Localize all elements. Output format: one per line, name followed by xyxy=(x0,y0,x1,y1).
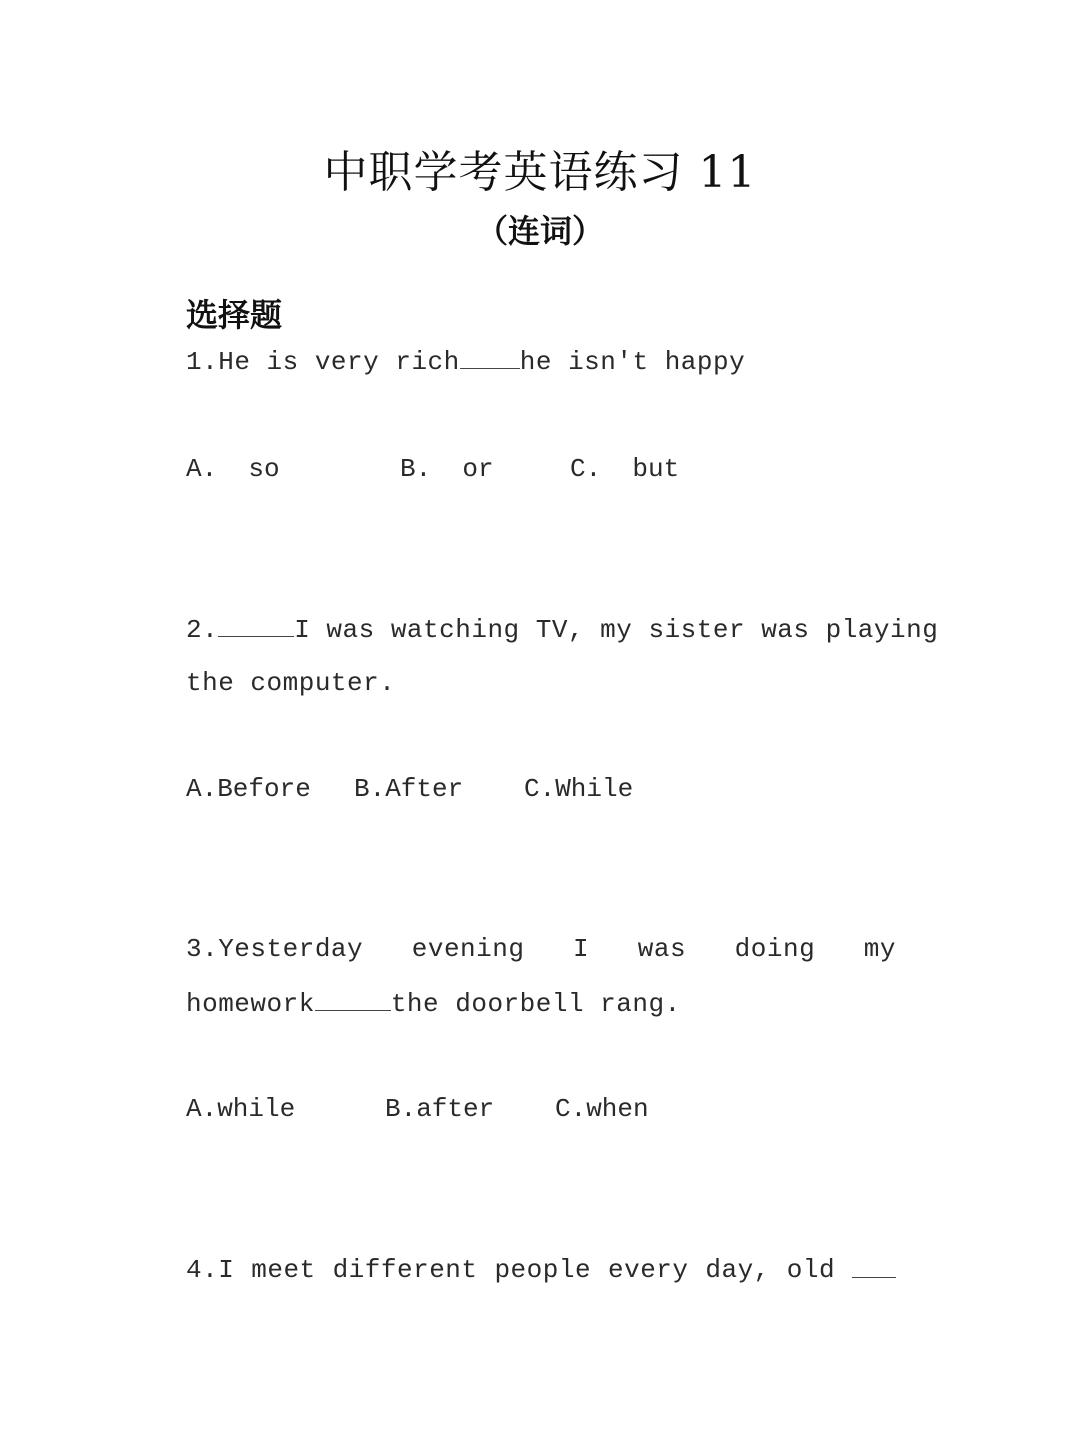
word: doing xyxy=(734,934,816,964)
option-a: A.Before xyxy=(186,774,311,804)
word: people xyxy=(494,1255,592,1285)
question-1 xyxy=(186,346,745,377)
word: old xyxy=(786,1255,836,1285)
word: day, xyxy=(705,1255,770,1285)
option-a: A.while xyxy=(186,1094,296,1124)
question-text: He is very rich xyxy=(218,347,460,377)
question-3-line-2 xyxy=(186,988,681,1019)
word: 4.I xyxy=(186,1255,235,1285)
question-text: I was watching TV, my sister was playing xyxy=(294,615,939,645)
option-c: C.when xyxy=(555,1094,649,1124)
question-number: 1. xyxy=(186,347,219,377)
option-b: B.after xyxy=(385,1094,495,1124)
word: my xyxy=(863,934,896,964)
option-b: B.After xyxy=(354,774,464,804)
question-4 xyxy=(186,1255,896,1285)
answer-blank xyxy=(315,988,391,1011)
option-b: B. or xyxy=(400,454,494,484)
question-2 xyxy=(186,614,938,645)
section-heading: 选择题 xyxy=(186,296,283,334)
word: 3.Yesterday xyxy=(186,934,364,964)
word: evening xyxy=(411,934,525,964)
answer-blank xyxy=(852,1255,896,1278)
option-a: A. so xyxy=(186,454,280,484)
word: was xyxy=(637,934,687,964)
option-c: C. but xyxy=(570,454,680,484)
word: I xyxy=(573,934,590,964)
word: meet xyxy=(251,1255,316,1285)
question-2-line-2: the computer. xyxy=(186,668,396,698)
word: every xyxy=(607,1255,689,1285)
answer-blank xyxy=(218,614,294,637)
question-text: the doorbell rang. xyxy=(390,989,681,1019)
question-3 xyxy=(186,934,896,964)
option-c: C.While xyxy=(524,774,634,804)
document-subtitle: （连词） xyxy=(475,212,604,250)
question-number: 2. xyxy=(186,615,219,645)
answer-blank xyxy=(460,346,520,369)
question-text: he isn't happy xyxy=(519,347,746,377)
question-text: homework xyxy=(186,989,315,1019)
document-title: 中职学考英语练习 11 xyxy=(323,147,757,198)
word: different xyxy=(332,1255,478,1285)
